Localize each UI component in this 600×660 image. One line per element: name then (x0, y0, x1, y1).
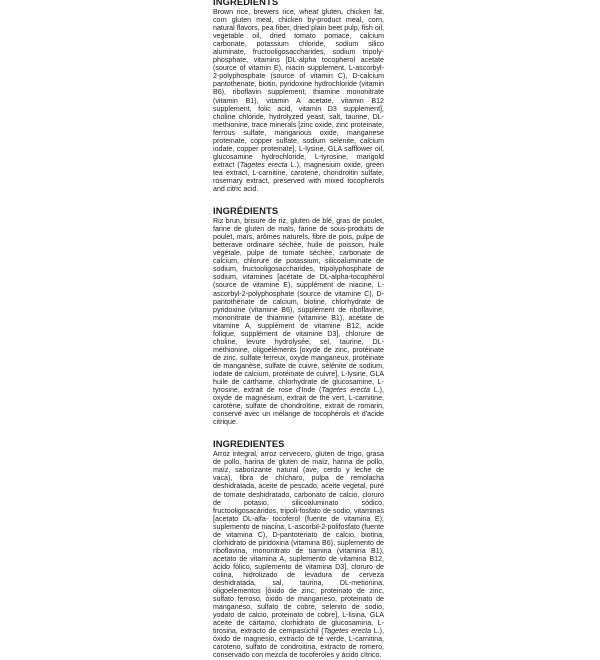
botanical-name: Tagetes erecta (323, 627, 372, 636)
section-heading: INGREDIENTES (213, 438, 285, 450)
ingredients-text (213, 8, 384, 193)
ingredients-text (213, 450, 384, 659)
ingredients-text (213, 217, 384, 426)
ingredients-text-part: L.), magnesium oxide, green tea extract, L-carnitine, carotene, chondroitin sulfate, rosemary extract, preserved with mixed tocopherols and citric acid. (213, 160, 385, 194)
botanical-name: Tagetes erecta (321, 386, 370, 395)
ingredients-section-english (213, 0, 384, 193)
ingredients-section-spanish (213, 439, 384, 659)
botanical-name: Tagetes erecta (239, 160, 288, 169)
ingredients-text-part: Arroz integral, arroz cervecero, gluten de trigo, grasa de pollo, harina de gluten de maíz, harina de pollo, maíz, saborizante natural (ave, cerdo y leche de vaca), fibra de chícharo, pulpa de remolacha deshidratada, aceite de pescado, aceite vegetal, puré de tomate deshidratado, carbonato de calcio, cloruro de potasio, silicoaluminato sódico, fructooligosacáridos, tripoli-fosfato de sodio, vitaminas [acetato DL-alfa- tocoferol (fuente de vitamina E), suplemento de niacina, L-ascorbil-2-polifosfato (fuente de vitamina C), D-pantotenato de calcio, biotina, clorhidrato de piridoxina (vitamina B6), suplemento de riboflavina, mononitrato de tiamina (vitamina B1), acetato de vitamina A, suplemento de vitamina B12, ácido fólico, suplemento de vitamina D3], cloruro de colina, hidrolizado de levadura de cerveza deshidratada, sal, taurina, DL-metionina, oligoelementos [óxido de zinc, proteinato de zinc, sulfato ferroso, óxido de manganeso, proteinato de manganeso, sulfato de cobre, selenito de sodio, yodato de calcio, proteinato de cobre], L-lisina, GLA aceite de cártamo, clorhidrato de glucosamina, L-tirosina, extracto de cempasúchil ( (213, 450, 384, 636)
section-heading: INGRÉDIENTS (213, 205, 279, 217)
ingredients-section-french (213, 206, 384, 426)
ingredients-column (213, 0, 384, 660)
ingredients-text-part: Riz brun, brisure de riz, gluten de blé, gras de poulet, farine de gluten de maïs, farine de sous-produits de poulet, maïs, arômes naturels, fibre de pois, pulpe de betterave ordinaire séchée, huile de poisson, huile végétale, pulpe de tomate séchée, carbonate de calcium, chlorure de potassium, silicoaluminate de sodium, fructooligosaccharides, tripolyphosphate de sodium, vitamines [acétate de DL-alpha-tocophérol (source de vitamine E), supplément de niacine, L-ascorbyl-2-polyphosphate (source de vitamine C), D-pantothénate de calcium, biotine, chlorhydrate de pyridoxine (vitamine B6), supplément de riboflavine, mononitrate de thiamine (vitamine B1), acétate de vitamine A, supplément de vitamine B12, acide folique, supplément de vitamine D3], chlorure de choline, levure hydrolysée, sel, taurine, DL-méthionine, oligoéléments [oxyde de zinc, protéinate de zinc, sulfate ferreux, oxyde manganeux, protéinate de manganèse, sulfate de cuivre, sélénite de sodium, iodate de calcium, protéinate de cuivre], L-lysine, GLA huile de carthame, chlorhydrate de glucosamine, L-tyrosine, extrait de rose d'Inde ( (213, 217, 384, 395)
ingredients-text-part: Brown rice, brewers rice, wheat gluten, chicken fat, corn gluten meal, chicken by-product meal, corn, natural flavors, pea fiber, dried plain beet pulp, fish oil, vegetable oil, dried tomato pomace, calcium carbonate, potassium chloride, sodium silico aluminate, fructooligosaccharides, sodium tripoly-phosphate, vitamins [DL-alpha tocopherol acetate (source of vitamin E), niacin supplement, L-ascorbyl-2-polyphosphate (source of vitamin C), D-calcium pantothenate, biotin, pyridoxine hydrochloride (vitamin B6), riboflavin supplement, thiamine mononitrate (vitamin B1), vitamin A acetate, vitamin B12 supplement, folic acid, vitamin D3 supplement], choline chloride, hydrolyzed yeast, salt, taurine, DL-methionine, trace minerals [zinc oxide, zinc proteinate, ferrous sulfate, manganous oxide, manganese proteinate, copper sulfate, sodium selenite, calcium iodate, copper proteinate], L-lysine, GLA safflower oil, glucosamine hydrochloride, L-tyrosine, marigold extract ( (213, 8, 384, 169)
section-heading: INGREDIENTS (213, 0, 279, 7)
ingredients-text-part: L.), óxido de magnesio, extracto de té verde, L-carnitina, caroteno, sulfato de condroitina, extracto de romero, conservado con mezcla de tocoferoles y ácido cítrico. (213, 627, 384, 660)
ingredients-text-part: L.), oxyde de magnésium, extrait de thé vert, L-carnitine, carotène, sulfate de chondroïtine, extrait de romarin, conservé avec un mélange de tocophérols et d'acide citrique. (213, 386, 385, 427)
